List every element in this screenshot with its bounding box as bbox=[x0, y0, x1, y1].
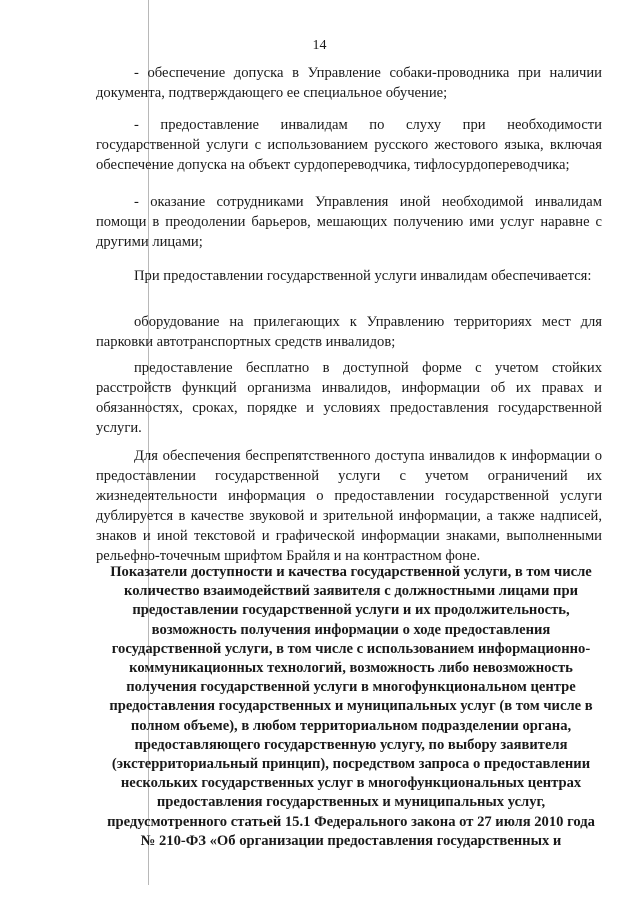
paragraph-sign-language: - предоставление инвалидам по слуху при необходимости государственной услуги с использованием русского жестового языка, включая обеспечение допуска на объект сурдопереводчика, тифлосурдопереводчика; bbox=[96, 117, 602, 173]
section-heading: Показатели доступности и качества государственной услуги, в том числе количество взаимодействий заявителя с должностными лицами при предоставлении государственной услуги и их продолжительность, возможность получения информации о ходе предоставления государственной услуги, в том числе с использованием информационно-коммуникационных технологий, возможность либо невозможность получения государственной услуги в многофункциональном центре предоставления государственных и муниципальных услуг (в том числе в полном объеме), в любом территориальном подразделении органа, предоставляющего государственную услугу, по выбору заявителя (экстерриториальный принцип), посредством запроса о предоставлении нескольких государственных услуг в многофункциональных центрах предоставления государственных и муниципальных услуг, предусмотренного статьей 15.1 Федерального закона от 27 июля 2010 года № 210-ФЗ «Об организации предоставления государственных и bbox=[107, 564, 595, 849]
paragraph-guide-dog: - обеспечение допуска в Управление собаки-проводника при наличии документа, подтверждающего ее специальное обучение; bbox=[96, 65, 602, 101]
paragraph-provision-intro: При предоставлении государственной услуги инвалидам обеспечивается: bbox=[134, 268, 592, 284]
paragraph-parking: оборудование на прилегающих к Управлению территориях мест для парковки автотранспортных средств инвалидов; bbox=[96, 314, 602, 350]
paragraph-information-access: Для обеспечения беспрепятственного доступа инвалидов к информации о предоставлении государственной услуги с учетом ограничений их жизнедеятельности информация о предоставлении государственной услуги дублируется в качестве звуковой и зрительной информации, а также надписей, знаков и иной текстовой и графической информации знаками, выполненными рельефно-точечным шрифтом Брайля и на контрастном фоне. bbox=[96, 448, 602, 564]
paragraph-free-information: предоставление бесплатно в доступной форме с учетом стойких расстройств функций организма инвалидов, информации об их правах и обязанностях, сроках, порядке и условиях предоставления государственной услуги. bbox=[96, 360, 602, 436]
paragraph-staff-assistance: - оказание сотрудниками Управления иной необходимой инвалидам помощи в преодолении барьеров, мешающих получению ими услуг наравне с другими лицами; bbox=[96, 194, 602, 250]
page-number: 14 bbox=[312, 38, 327, 53]
